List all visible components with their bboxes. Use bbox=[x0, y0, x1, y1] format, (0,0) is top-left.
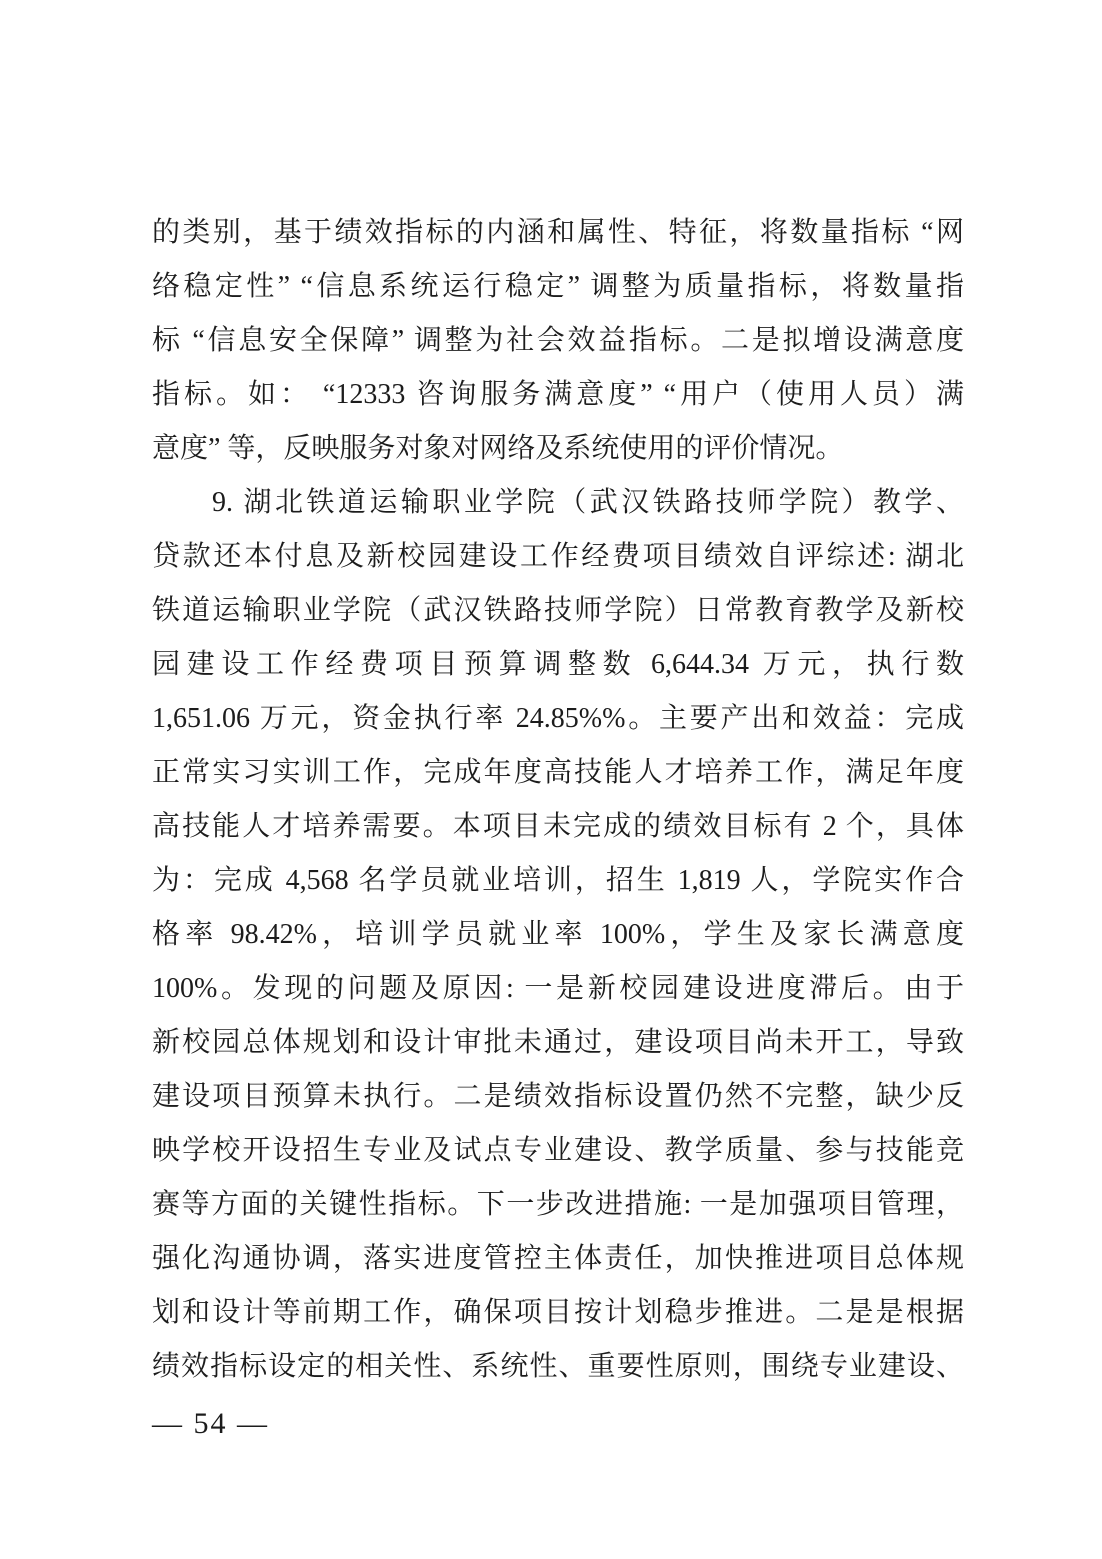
text-line: 铁道运输职业学院（武汉铁路技师学院）日常教育教学及新校 bbox=[152, 595, 964, 626]
page-footer bbox=[152, 1404, 269, 1444]
text-line: 正常实习实训工作，完成年度高技能人才培养工作，满足年度 bbox=[152, 757, 964, 788]
text-line: 建设项目预算未执行。二是绩效指标设置仍然不完整，缺少反 bbox=[152, 1081, 964, 1112]
text-line: 新校园总体规划和设计审批未通过，建设项目尚未开工，导致 bbox=[152, 1027, 964, 1058]
text-line: 指标。如： “12333 咨询服务满意度” “用户（使用人员）满 bbox=[152, 379, 964, 410]
text-line: 络稳定性” “信息系统运行稳定” 调整为质量指标，将数量指 bbox=[152, 271, 964, 302]
text-line: 标 “信息安全保障” 调整为社会效益指标。二是拟增设满意度 bbox=[152, 325, 964, 356]
text-line: 高技能人才培养需要。本项目未完成的绩效目标有 2 个，具体 bbox=[152, 811, 964, 842]
text-line: 强化沟通协调，落实进度管控主体责任，加快推进项目总体规 bbox=[152, 1243, 964, 1274]
text-line: 园建设工作经费项目预算调整数 6,644.34 万元，执行数 bbox=[152, 649, 964, 680]
text-line: 绩效指标设定的相关性、系统性、重要性原则，围绕专业建设、 bbox=[152, 1351, 964, 1382]
text-line: 100%。发现的问题及原因: 一是新校园建设进度滞后。由于 bbox=[152, 973, 964, 1004]
text-line: 映学校开设招生专业及试点专业建设、教学质量、参与技能竞 bbox=[152, 1135, 964, 1166]
text-line: 意度” 等，反映服务对象对网络及系统使用的评价情况。 bbox=[152, 433, 844, 464]
text-line: 1,651.06 万元，资金执行率 24.85%%。主要产出和效益：完成 bbox=[152, 703, 964, 734]
page-number: — 54 — bbox=[152, 1407, 269, 1440]
text-line: 划和设计等前期工作，确保项目按计划稳步推进。二是是根据 bbox=[152, 1297, 964, 1328]
text-line: 格率 98.42%，培训学员就业率 100%，学生及家长满意度 bbox=[152, 919, 964, 950]
text-line: 为：完成 4,568 名学员就业培训，招生 1,819 人，学院实作合 bbox=[152, 865, 964, 896]
text-line: 赛等方面的关键性指标。下一步改进措施: 一是加强项目管理， bbox=[152, 1189, 964, 1220]
body-text bbox=[152, 206, 964, 1394]
text-line: 的类别，基于绩效指标的内涵和属性、特征，将数量指标 “网 bbox=[152, 217, 964, 248]
text-line: 贷款还本付息及新校园建设工作经费项目绩效自评综述: 湖北 bbox=[152, 541, 964, 572]
text-line: 9. 湖北铁道运输职业学院（武汉铁路技师学院）教学、 bbox=[212, 487, 964, 518]
